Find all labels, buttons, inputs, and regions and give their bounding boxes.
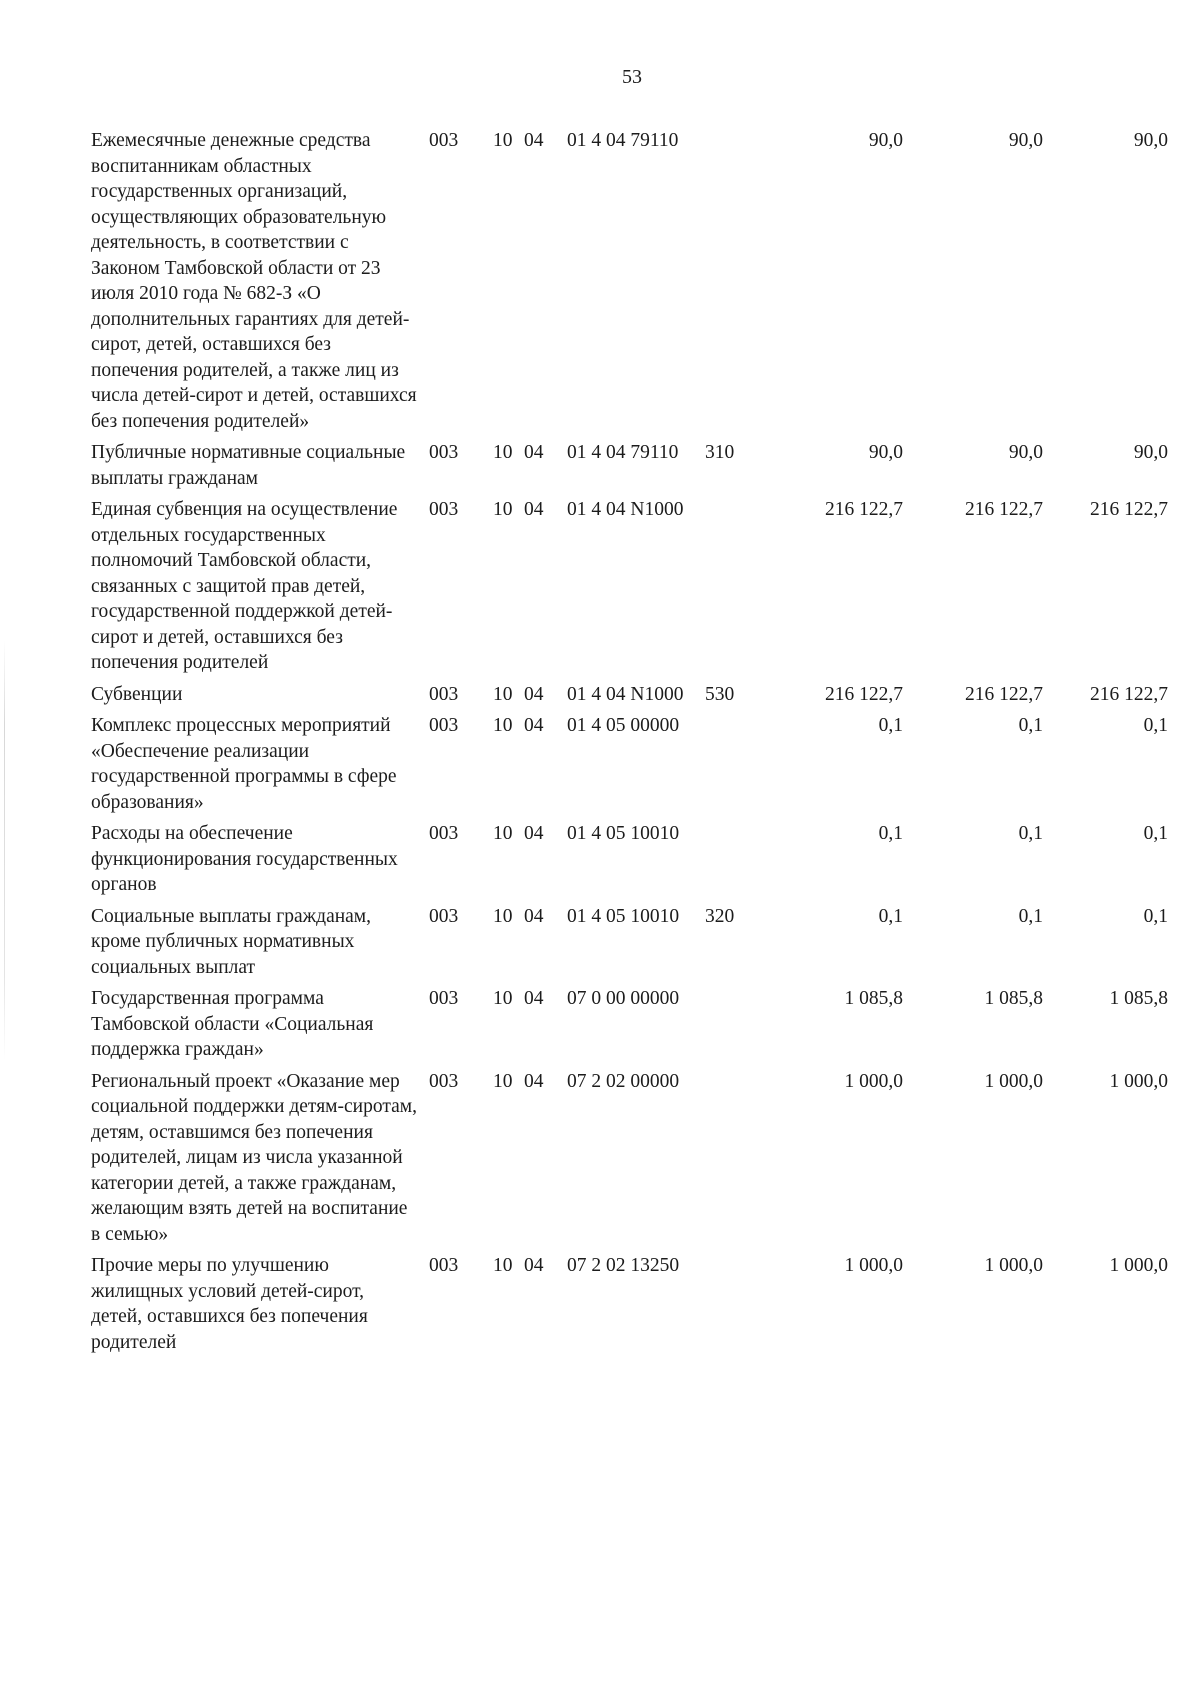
amount-year-2: 1 000,0 — [984, 1070, 1043, 1092]
amount-year-1: 0,1 — [878, 715, 903, 736]
page-number: 53 — [622, 66, 642, 88]
amount-year-1: 1 000,0 — [844, 1255, 903, 1276]
department-code: 003 — [429, 715, 459, 736]
table-row — [91, 1253, 1168, 1361]
amount-year-3: 90,0 — [1133, 130, 1168, 151]
amount-year-1: 216 122,7 — [825, 499, 903, 520]
table-body — [91, 128, 1168, 1361]
expense-name: Единая субвенция на осуществление отдельных государственных полномочий Тамбовской области, связанных с защитой прав детей, государственной поддержкой детей-сирот и детей, оставшихся без попечения родителей — [91, 499, 398, 673]
amount-year-3: 0,1 — [1143, 715, 1168, 736]
department-code: 003 — [429, 905, 459, 927]
expense-name: Субвенции — [91, 683, 183, 705]
table-row — [91, 440, 1168, 497]
expense-type-code — [705, 128, 766, 440]
amount-year-2: 1 085,8 — [984, 988, 1043, 1009]
subsection-code: 04 — [524, 442, 544, 463]
expense-type-code: 530 — [705, 683, 735, 705]
subsection-code: 04 — [524, 1070, 544, 1092]
table-row — [91, 497, 1168, 682]
budget-table — [91, 128, 1168, 1361]
amount-year-2: 0,1 — [1018, 715, 1043, 736]
table-row — [91, 821, 1168, 904]
subsection-code: 04 — [524, 823, 544, 844]
amount-year-3: 216 122,7 — [1090, 683, 1168, 705]
target-article-code: 01 4 04 79110 — [567, 442, 679, 463]
amount-year-2: 0,1 — [1018, 823, 1043, 844]
expense-name: Комплекс процессных мероприятий «Обеспечение реализации государственной программы в сфере образования» — [91, 715, 397, 813]
section-code: 10 — [493, 130, 513, 151]
amount-year-1: 1 000,0 — [844, 1070, 903, 1092]
amount-year-2: 216 122,7 — [965, 499, 1043, 520]
target-article-code: 07 2 02 00000 — [567, 1070, 680, 1092]
section-code: 10 — [493, 905, 513, 927]
table-row — [91, 904, 1168, 987]
amount-year-3: 0,1 — [1143, 905, 1168, 927]
amount-year-2: 0,1 — [1018, 905, 1043, 927]
department-code: 003 — [429, 823, 459, 844]
subsection-code: 04 — [524, 905, 544, 927]
subsection-code: 04 — [524, 1255, 544, 1276]
expense-type-code — [705, 497, 766, 682]
amount-year-1: 0,1 — [878, 905, 903, 927]
target-article-code: 01 4 04 79110 — [567, 130, 679, 151]
expense-name: Прочие меры по улучшению жилищных условий детей-сирот, детей, оставшихся без попечения родителей — [91, 1255, 368, 1353]
expense-type-code — [705, 1069, 766, 1254]
scan-edge-mark — [4, 640, 5, 1060]
section-code: 10 — [493, 683, 513, 705]
section-code: 10 — [493, 823, 513, 844]
amount-year-1: 1 085,8 — [844, 988, 903, 1009]
expense-type-code — [705, 986, 766, 1069]
section-code: 10 — [493, 1070, 513, 1092]
department-code: 003 — [429, 499, 459, 520]
expense-type-code — [705, 821, 766, 904]
section-code: 10 — [493, 1255, 513, 1276]
amount-year-1: 216 122,7 — [825, 683, 903, 705]
table-row — [91, 682, 1168, 714]
subsection-code: 04 — [524, 683, 544, 705]
amount-year-3: 1 000,0 — [1109, 1255, 1168, 1276]
amount-year-2: 90,0 — [1008, 130, 1043, 151]
expense-name: Государственная программа Тамбовской области «Социальная поддержка граждан» — [91, 988, 374, 1060]
table-row — [91, 986, 1168, 1069]
subsection-code: 04 — [524, 988, 544, 1009]
expense-name: Ежемесячные денежные средства воспитанникам областных государственных организаций, осуществляющих образовательную деятельность, в соответствии с Законом Тамбовской области от 23 июля 2010 года № 682-З «О дополнительных гарантиях для детей-сирот, детей, оставшихся без попечения родителей, а также лиц из числа детей-сирот и детей, оставшихся без попечения родителей» — [91, 130, 417, 432]
target-article-code: 01 4 05 10010 — [567, 823, 680, 844]
amount-year-3: 216 122,7 — [1090, 499, 1168, 520]
amount-year-3: 1 000,0 — [1109, 1070, 1168, 1092]
amount-year-3: 0,1 — [1143, 823, 1168, 844]
section-code: 10 — [493, 499, 513, 520]
section-code: 10 — [493, 988, 513, 1009]
subsection-code: 04 — [524, 715, 544, 736]
expense-type-code — [705, 1253, 766, 1361]
target-article-code: 01 4 04 N1000 — [567, 499, 684, 520]
amount-year-1: 90,0 — [868, 442, 903, 463]
expense-type-code — [705, 713, 766, 821]
target-article-code: 01 4 05 10010 — [567, 905, 680, 927]
amount-year-2: 216 122,7 — [965, 683, 1043, 705]
department-code: 003 — [429, 130, 459, 151]
expense-type-code: 310 — [705, 442, 735, 463]
target-article-code: 01 4 05 00000 — [567, 715, 680, 736]
target-article-code: 07 2 02 13250 — [567, 1255, 680, 1276]
section-code: 10 — [493, 715, 513, 736]
department-code: 003 — [429, 1255, 459, 1276]
expense-type-code: 320 — [705, 905, 735, 927]
amount-year-3: 1 085,8 — [1109, 988, 1168, 1009]
expense-name: Социальные выплаты гражданам, кроме публичных нормативных социальных выплат — [91, 905, 372, 978]
target-article-code: 07 0 00 00000 — [567, 988, 680, 1009]
subsection-code: 04 — [524, 499, 544, 520]
table-row — [91, 1069, 1168, 1254]
amount-year-2: 90,0 — [1008, 442, 1043, 463]
table-row — [91, 713, 1168, 821]
department-code: 003 — [429, 988, 459, 1009]
amount-year-2: 1 000,0 — [984, 1255, 1043, 1276]
table-row — [91, 128, 1168, 440]
expense-name: Региональный проект «Оказание мер социальной поддержки детям-сиротам, детям, оставшимся без попечения родителей, лицам из числа указанной категории детей, а также гражданам, желающим взять детей на воспитание в семью» — [91, 1070, 417, 1245]
amount-year-3: 90,0 — [1133, 442, 1168, 463]
subsection-code: 04 — [524, 130, 544, 151]
expense-name: Расходы на обеспечение функционирования государственных органов — [91, 823, 398, 895]
department-code: 003 — [429, 683, 459, 705]
expense-name: Публичные нормативные социальные выплаты гражданам — [91, 442, 406, 489]
amount-year-1: 90,0 — [868, 130, 903, 151]
target-article-code: 01 4 04 N1000 — [567, 683, 684, 705]
department-code: 003 — [429, 1070, 459, 1092]
section-code: 10 — [493, 442, 513, 463]
department-code: 003 — [429, 442, 459, 463]
amount-year-1: 0,1 — [878, 823, 903, 844]
